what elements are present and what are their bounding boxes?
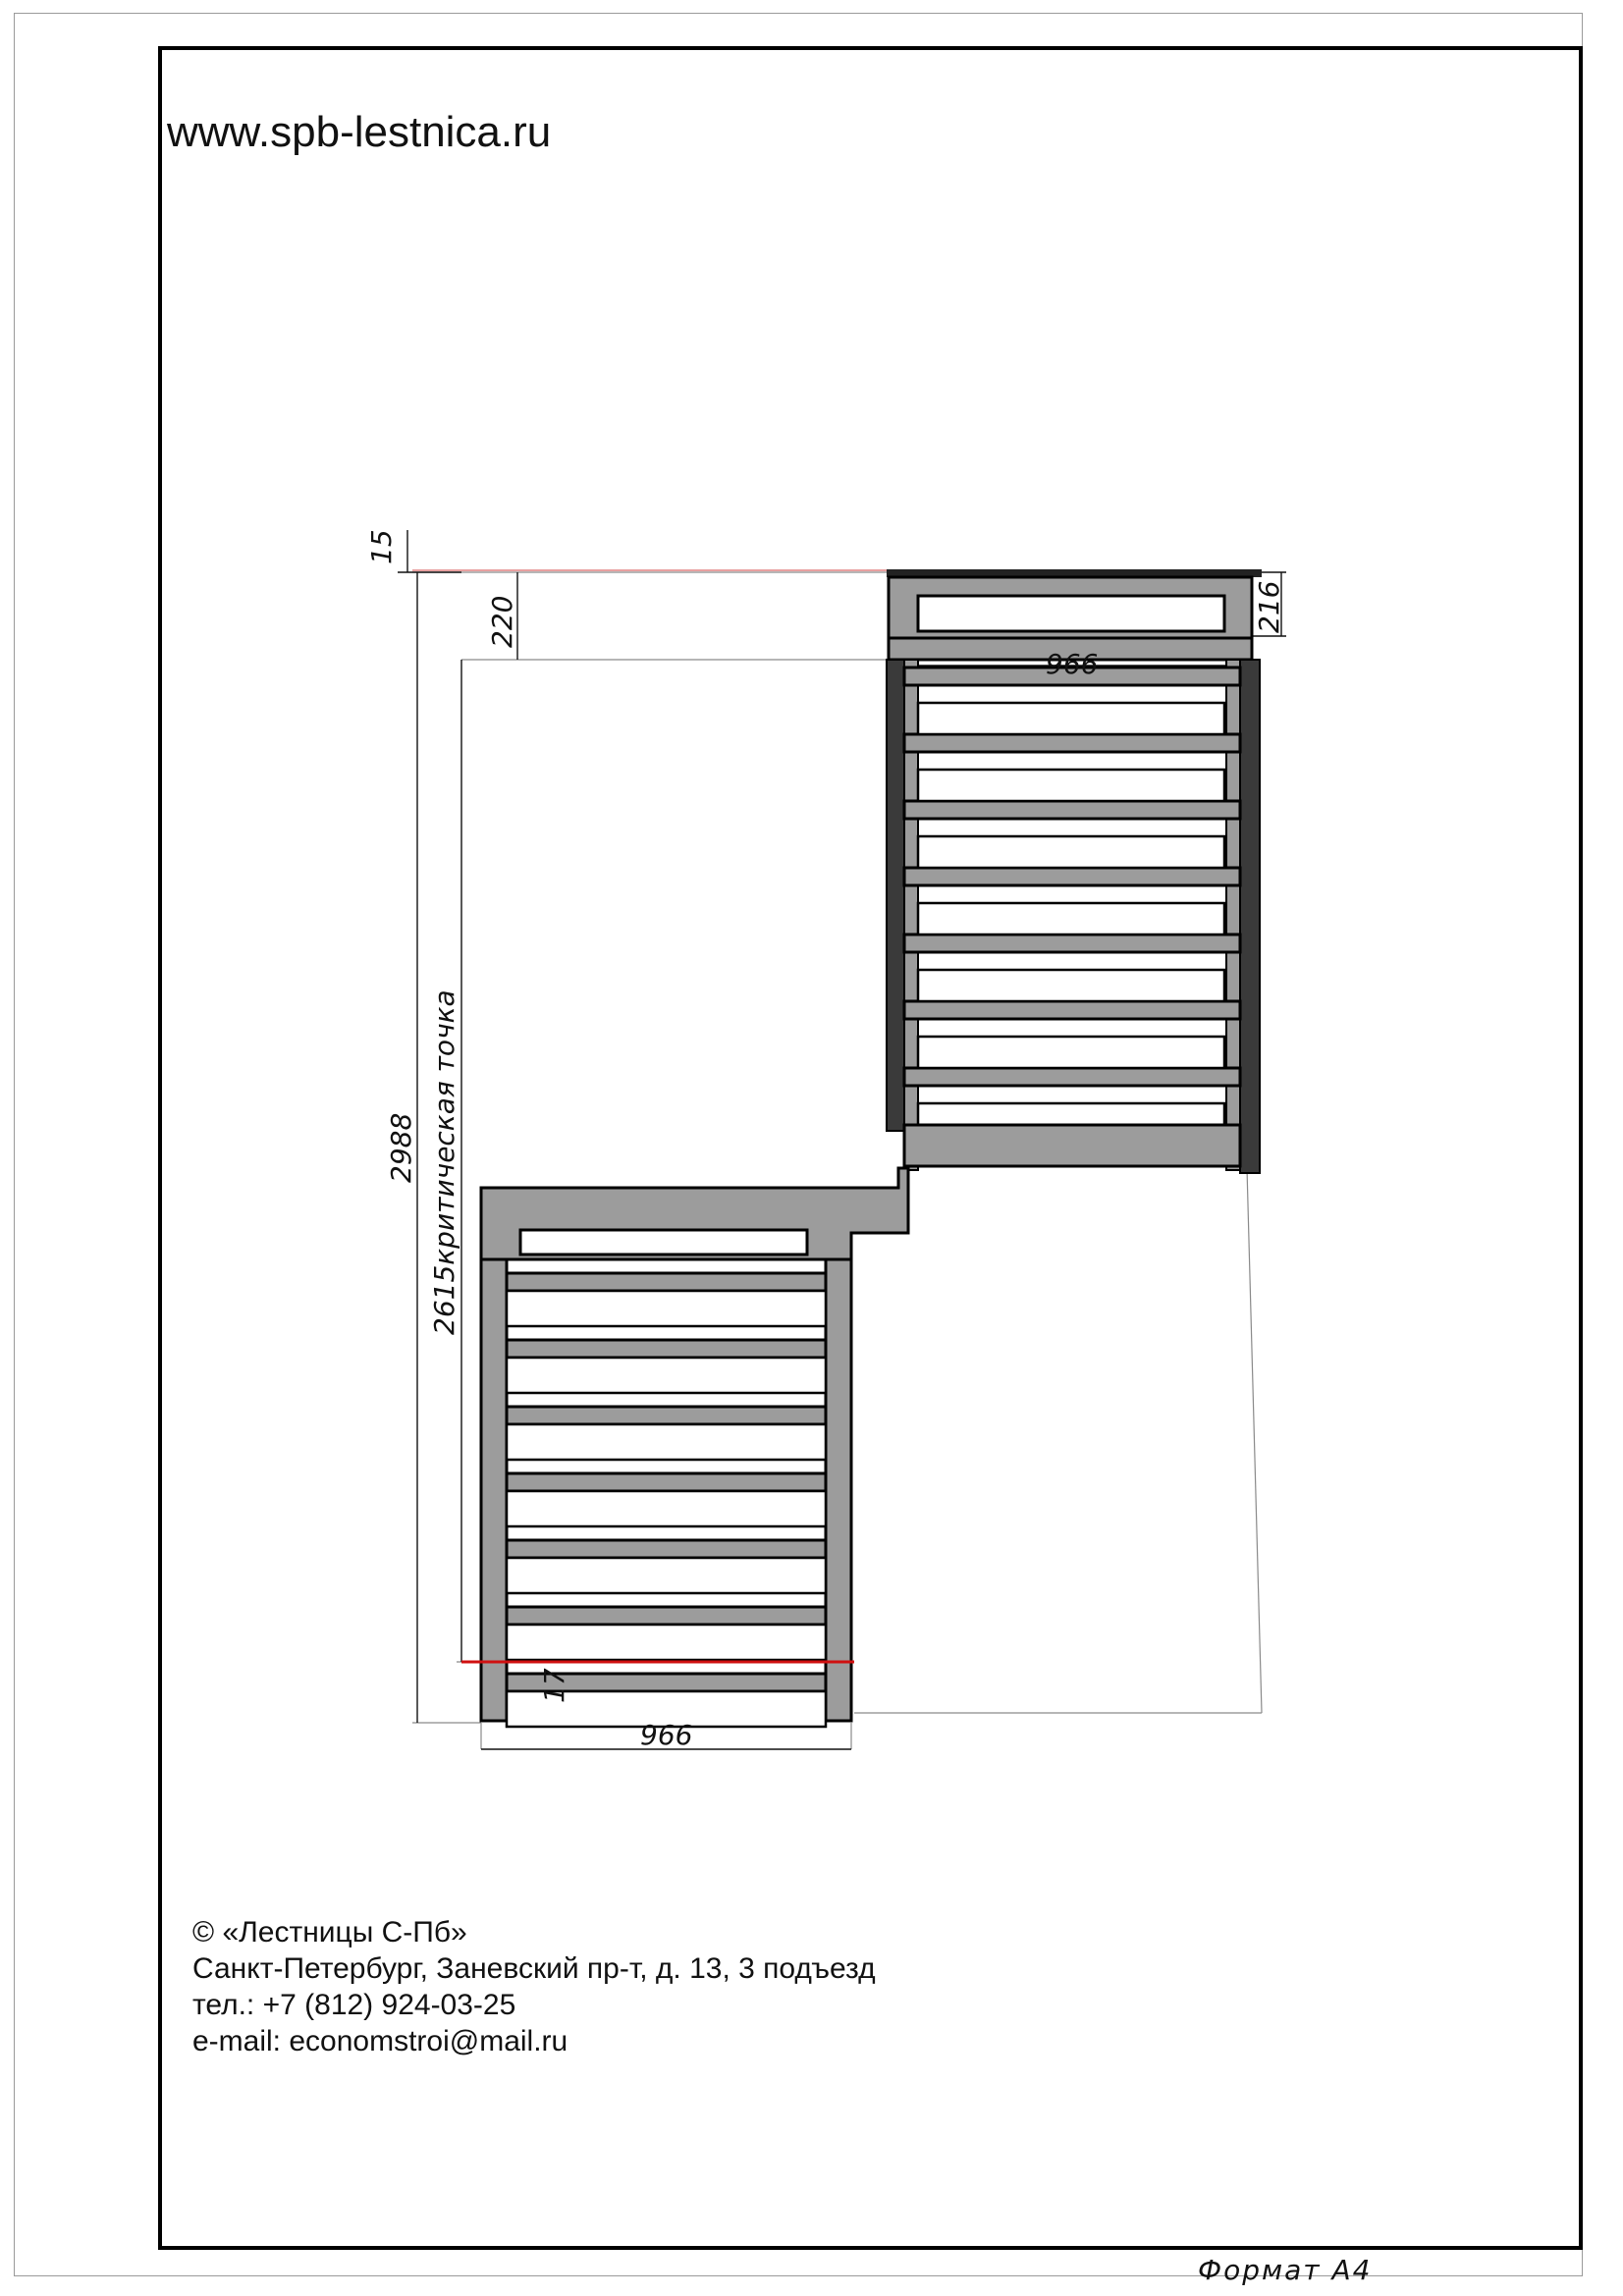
upper-right-stringer: [1240, 660, 1260, 1173]
site-url: www.spb-lestnica.ru: [167, 108, 552, 156]
upper-tread-gap: [918, 970, 1224, 1001]
lower-tread: [507, 1273, 826, 1291]
dim-upper-width: 966: [1046, 648, 1099, 680]
dim-lower-width: 966: [640, 1719, 693, 1751]
upper-top-tread-opening: [918, 596, 1224, 631]
lower-tread: [507, 1407, 826, 1424]
dim-critical-point: 2615критическая точка: [428, 989, 460, 1335]
upper-tread-gap: [918, 903, 1224, 934]
upper-bottom-beam: [904, 1125, 1240, 1166]
upper-tread-gap: [918, 770, 1224, 801]
lower-treads: [507, 1273, 826, 1727]
upper-tread: [904, 868, 1240, 885]
upper-tread-gap: [918, 1037, 1224, 1068]
upper-treads: [904, 667, 1240, 1152]
company-info: [192, 1914, 876, 2059]
dim-total-height: 2988: [385, 1112, 417, 1183]
upper-tread: [904, 734, 1240, 752]
lower-flight: [481, 1259, 851, 1727]
upper-tread: [904, 1068, 1240, 1086]
lower-tread-gap: [507, 1291, 826, 1326]
lower-tread: [507, 1540, 826, 1558]
upper-left-stringer: [887, 660, 904, 1131]
upper-tread: [904, 1001, 1240, 1019]
lower-tread-gap: [507, 1558, 826, 1593]
dim-bottom-offset: 17: [538, 1668, 570, 1703]
upper-tread: [904, 801, 1240, 819]
dim-top-step: 216: [1253, 580, 1285, 633]
upper-tread-gap: [918, 836, 1224, 868]
phone-line: тел.: +7 (812) 924-03-25: [192, 1989, 516, 2021]
lower-left-stringer: [481, 1259, 507, 1721]
dim-top-offset: 15: [365, 529, 398, 564]
email-line: e-mail: economstroi@mail.ru: [192, 2025, 568, 2057]
upper-tread: [904, 934, 1240, 952]
lower-tread: [507, 1340, 826, 1358]
upper-tread-gap: [918, 703, 1224, 734]
copyright-line: © «Лестницы С-Пб»: [192, 1916, 467, 1949]
lower-tread-gap: [507, 1424, 826, 1460]
address-line: Санкт-Петербург, Заневский пр-т, д. 13, 3 подъезд: [192, 1952, 876, 1985]
lower-tread: [507, 1473, 826, 1491]
lower-tread: [507, 1607, 826, 1625]
lower-tread-gap: [507, 1358, 826, 1393]
lower-tread-gap: [507, 1491, 826, 1526]
turn-landing-opening: [520, 1230, 807, 1255]
dim-landing-depth: 220: [486, 595, 518, 648]
lower-right-stringer: [826, 1259, 851, 1721]
lower-tread-gap: [507, 1625, 826, 1660]
sheet-format-label: Формат А4: [1198, 2254, 1373, 2286]
